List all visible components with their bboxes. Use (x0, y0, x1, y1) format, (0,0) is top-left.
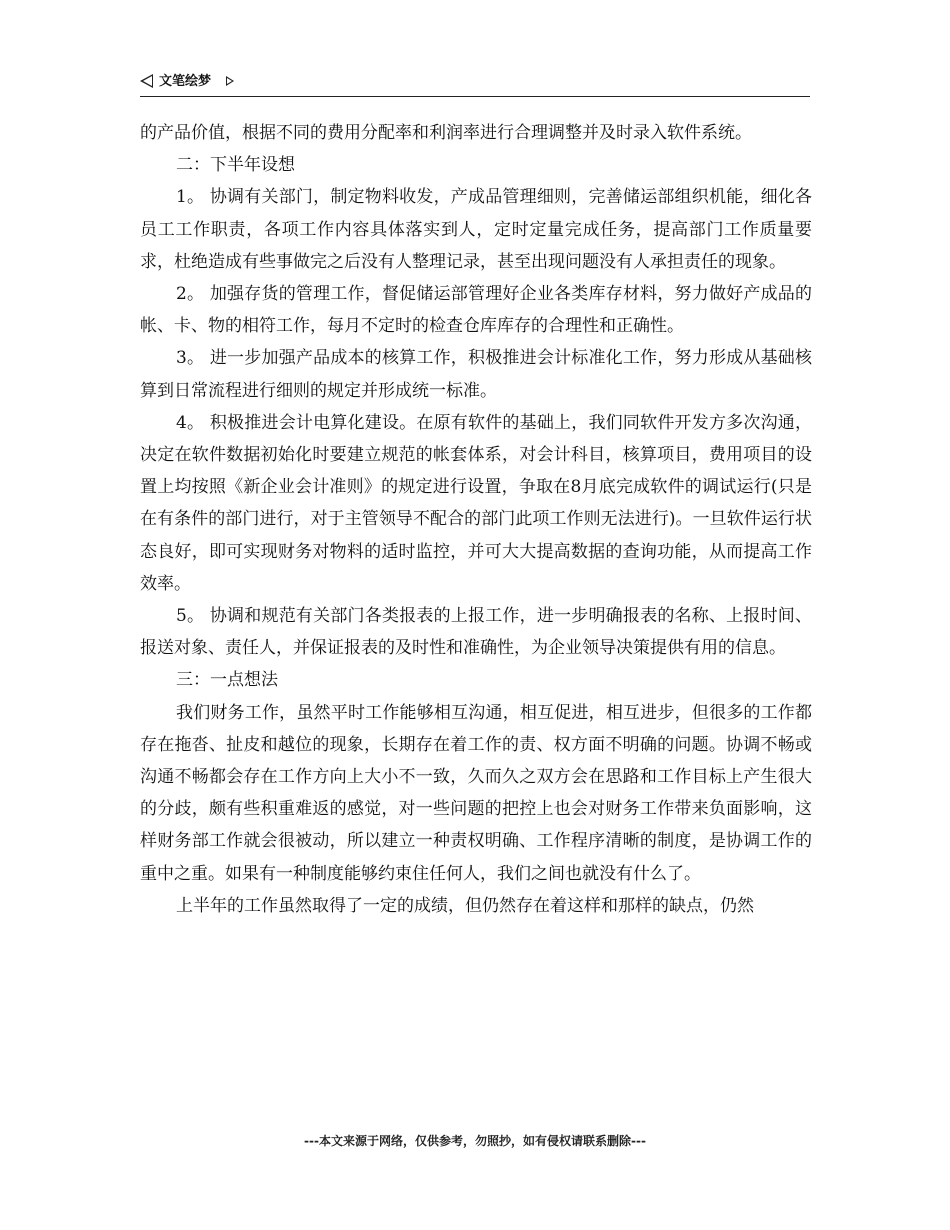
document-body (140, 117, 812, 922)
section-heading-thoughts: 三：一点想法 (176, 670, 278, 691)
paragraph-continuation: 的产品价值，根据不同的费用分配率和利润率进行合理调整并及时录入软件系统。 (140, 123, 752, 143)
right-triangle-icon (226, 76, 234, 86)
paragraph-item-4: 4。 积极推进会计电算化建设。在原有软件的基础上，我们同软件开发方多次沟通，决定在软件数据初始化时要建立规范的帐套体系，对会计科目，核算项目，费用项目的设置上均按照《新企业会计准则》的规定进行设置，争取在8月底完成软件的调试运行(只是在有条件的部门进行，对于主管领导不配合的部门此项工作则无法进行)。一旦软件运行状态良好，即可实现财务对物料的适时监控，并可大大提高数据的查询功能，从而提高工作效率。 (140, 412, 812, 594)
paragraph-item-3: 3。 进一步加强产品成本的核算工作，积极推进会计标准化工作，努力形成从基础核算到日常流程进行细则的规定并形成统一标准。 (140, 348, 812, 401)
paragraph-item-1: 1。 协调有关部门，制定物料收发，产成品管理细则，完善储运部组织机能，细化各员工工作职责，各项工作内容具体落实到人，定时定量完成任务，提高部门工作质量要求，杜绝造成有些事做完之后没有人整理记录，甚至出现问题没有人承担责任的现象。 (140, 187, 812, 272)
paragraph-thoughts: 我们财务工作，虽然平时工作能够相互沟通，相互促进，相互进步，但很多的工作都存在拖沓、扯皮和越位的现象，长期存在着工作的责、权方面不明确的问题。协调不畅或沟通不畅都会存在工作方向上大小不一致，久而久之双方会在思路和工作目标上产生很大的分歧，颇有些积重难返的感觉，对一些问题的把控上也会对财务工作带来负面影响，这样财务部工作就会很被动，所以建立一种责权明确、工作程序清晰的制度，是协调工作的重中之重。如果有一种制度能够约束住任何人，我们之间也就没有什么了。 (140, 702, 812, 884)
page-header (140, 72, 810, 97)
paragraph-summary: 上半年的工作虽然取得了一定的成绩，但仍然存在着这样和那样的缺点，仍然 (176, 895, 754, 916)
section-heading-plan: 二：下半年设想 (176, 155, 295, 176)
header-title: 文笔绘梦 (159, 74, 212, 89)
paragraph-item-5: 5。 协调和规范有关部门各类报表的上报工作，进一步明确报表的名称、上报时间、报送对象、责任人，并保证报表的及时性和准确性，为企业领导决策提供有用的信息。 (140, 606, 812, 659)
paragraph-item-2: 2。 加强存货的管理工作，督促储运部管理好企业各类库存材料，努力做好产成品的帐、卡、物的相符工作，每月不定时的检查仓库库存的合理性和正确性。 (140, 284, 812, 337)
page-footer: ---本文来源于网络，仅供参考，勿照抄，如有侵权请联系删除--- (304, 1134, 646, 1148)
left-triangle-icon (140, 74, 153, 88)
